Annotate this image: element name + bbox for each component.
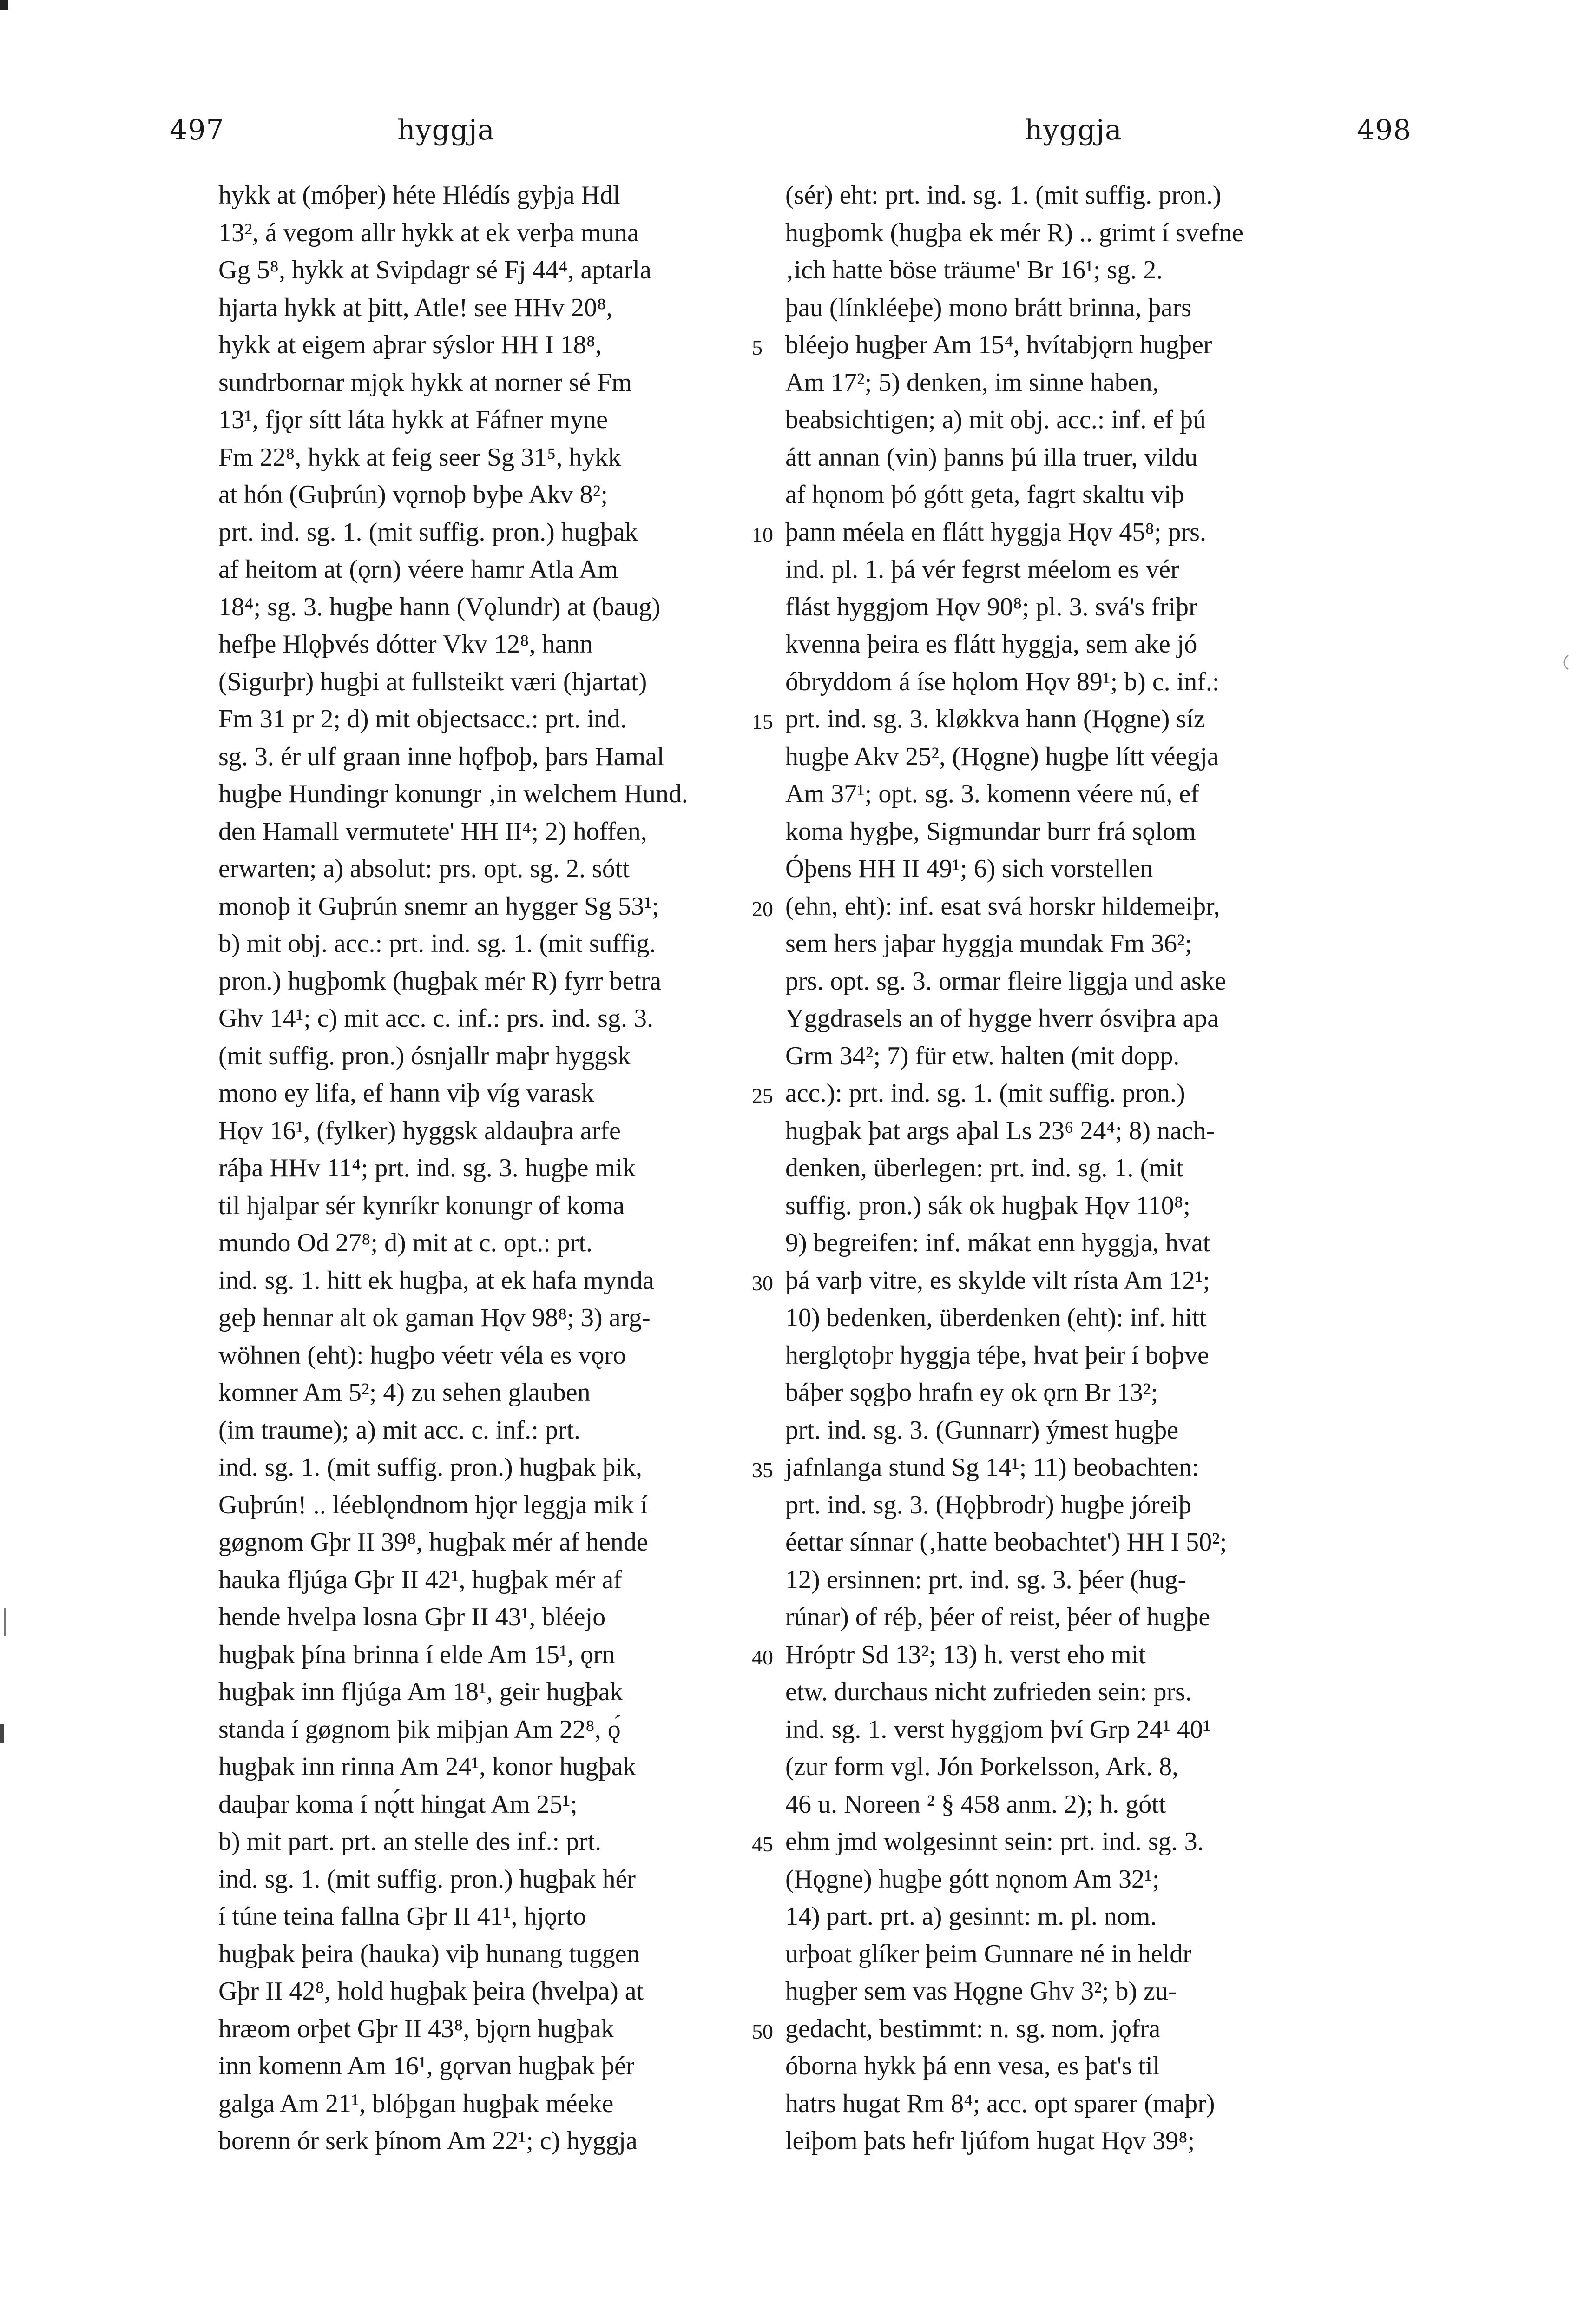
text-line: (im traume); a) mit acc. c. inf.: prt. bbox=[218, 1415, 581, 1445]
line-number: 25 bbox=[752, 1084, 773, 1108]
text-line: erwarten; a) absolut: prs. opt. sg. 2. sótt bbox=[218, 854, 630, 883]
text-line: hugþak þeira (hauka) viþ hunang tuggen bbox=[218, 1939, 640, 1968]
text-line: flást hyggjom Hǫv 90⁸; pl. 3. svá's friþr bbox=[785, 592, 1197, 621]
text-line: prs. opt. sg. 3. ormar fleire liggja und aske bbox=[785, 966, 1226, 996]
text-line: ind. pl. 1. þá vér fegrst méelom es vér bbox=[785, 555, 1179, 584]
text-line: prt. ind. sg. 3. (Hǫþbrodr) hugþe jóreiþ bbox=[785, 1490, 1192, 1519]
text-line: éettar sínnar (‚hatte beobachtet') HH I 50²; bbox=[785, 1528, 1227, 1557]
text-line: óborna hykk þá enn vesa, es þat's til bbox=[785, 2052, 1160, 2080]
text-line: (zur form vgl. Jón Þorkelsson, Ark. 8, bbox=[785, 1752, 1179, 1781]
text-line: ind. sg. 1. verst hyggjom því Grp 24¹ 40¹ bbox=[785, 1715, 1211, 1744]
text-line: hykk at eigem aþrar sýslor HH I 18⁸, bbox=[218, 330, 602, 359]
text-line: ind. sg. 1. hitt ek hugþa, at ek hafa mynda bbox=[218, 1266, 654, 1295]
text-line: gedacht, bestimmt: n. sg. nom. jǫfra bbox=[785, 2014, 1161, 2043]
text-line: bléejo hugþer Am 15⁴, hvítabjǫrn hugþer bbox=[785, 330, 1212, 359]
text-line: 13¹, fjǫr sítt láta hykk at Fáfner myne bbox=[218, 405, 608, 434]
text-line: herglǫtoþr hyggja téþe, hvat þeir í boþve bbox=[785, 1340, 1209, 1370]
text-line: inn komenn Am 16¹, gǫrvan hugþak þér bbox=[218, 2052, 635, 2080]
right-text-column bbox=[785, 177, 1359, 2160]
text-line: sg. 3. ér ulf graan inne hǫfþoþ, þars Hamal bbox=[218, 742, 664, 771]
text-line: b) mit obj. acc.: prt. ind. sg. 1. (mit suffig. bbox=[218, 929, 656, 958]
text-line: standa í gøgnom þik miþjan Am 22⁸, ǫ́ bbox=[218, 1715, 621, 1744]
text-line: ehm jmd wolgesinnt sein: prt. ind. sg. 3. bbox=[785, 1827, 1204, 1856]
text-line: óbryddom á íse hǫlom Hǫv 89¹; b) c. inf.: bbox=[785, 667, 1220, 696]
text-line: acc.): prt. ind. sg. 1. (mit suffig. pron.) bbox=[785, 1079, 1185, 1108]
text-line: mono ey lifa, ef hann viþ víg varask bbox=[218, 1079, 594, 1108]
text-line: ind. sg. 1. (mit suffig. pron.) hugþak hér bbox=[218, 1864, 636, 1894]
line-number: 15 bbox=[752, 710, 773, 733]
text-line: hræom orþet Gþr II 43⁸, bjǫrn hugþak bbox=[218, 2014, 614, 2043]
text-line: hugþe Akv 25², (Hǫgne) hugþe lítt véegja bbox=[785, 742, 1219, 771]
text-line: hugþer sem vas Hǫgne Ghv 3²; b) zu- bbox=[785, 1977, 1177, 2006]
text-line: leiþom þats hefr ljúfom hugat Hǫv 39⁸; bbox=[785, 2126, 1195, 2155]
text-line: Am 17²; 5) denken, im sinne haben, bbox=[785, 368, 1159, 397]
text-line: mundo Od 27⁸; d) mit at c. opt.: prt. bbox=[218, 1228, 592, 1257]
line-number: 35 bbox=[752, 1458, 773, 1482]
text-line: hugþe Hundingr konungr ‚in welchem Hund. bbox=[218, 779, 688, 808]
text-line: 10) bedenken, überdenken (eht): inf. hitt bbox=[785, 1303, 1207, 1332]
text-line: hugþak inn fljúga Am 18¹, geir hugþak bbox=[218, 1677, 623, 1706]
text-line: Grm 34²; 7) für etw. halten (mit dopp. bbox=[785, 1041, 1180, 1070]
text-line: af hǫnom þó gótt geta, fagrt skaltu viþ bbox=[785, 480, 1184, 509]
text-line: hugþak þína brinna í elde Am 15¹, ǫrn bbox=[218, 1640, 615, 1669]
text-line: dauþar koma í nǫ́tt hingat Am 25¹; bbox=[218, 1789, 578, 1819]
text-line: 12) ersinnen: prt. ind. sg. 3. þéer (hug- bbox=[785, 1565, 1187, 1594]
text-line: at hón (Guþrún) vǫrnoþ byþe Akv 8²; bbox=[218, 480, 608, 509]
text-line: þann méela en flátt hyggja Hǫv 45⁸; prs. bbox=[785, 517, 1206, 547]
text-line: 9) begreifen: inf. mákat enn hyggja, hvat bbox=[785, 1228, 1210, 1257]
right-page-number: 498 bbox=[1357, 114, 1412, 146]
text-line: hauka fljúga Gþr II 42¹, hugþak mér af bbox=[218, 1565, 622, 1594]
text-line: (ehn, eht): inf. esat svá horskr hildemeiþr, bbox=[785, 891, 1220, 921]
text-line: denken, überlegen: prt. ind. sg. 1. (mit bbox=[785, 1154, 1184, 1182]
text-line: prt. ind. sg. 3. kløkkva hann (Hǫgne) síz bbox=[785, 705, 1205, 733]
left-text-column bbox=[218, 177, 792, 2160]
text-line: hende hvelpa losna Gþr II 43¹, bléejo bbox=[218, 1603, 606, 1631]
text-line: til hjalpar sér kynríkr konungr of koma bbox=[218, 1191, 625, 1220]
text-line: Yggdrasels an of hygge hverr ósviþra apa bbox=[785, 1004, 1219, 1033]
text-line: Gþr II 42⁸, hold hugþak þeira (hvelpa) at bbox=[218, 1977, 644, 2006]
left-page-number: 497 bbox=[170, 114, 224, 146]
text-line: Hróptr Sd 13²; 13) h. verst eho mit bbox=[785, 1640, 1146, 1669]
line-number: 50 bbox=[752, 2019, 773, 2043]
text-line: ind. sg. 1. (mit suffig. pron.) hugþak þik, bbox=[218, 1453, 643, 1482]
text-line: b) mit part. prt. an stelle des inf.: prt. bbox=[218, 1827, 602, 1856]
text-line: Fm 31 pr 2; d) mit objectsacc.: prt. ind. bbox=[218, 705, 627, 733]
text-line: pron.) hugþomk (hugþak mér R) fyrr betra bbox=[218, 966, 662, 996]
text-line: Óþens HH II 49¹; 6) sich vorstellen bbox=[785, 854, 1153, 883]
text-line: ráþa HHv 11⁴; prt. ind. sg. 3. hugþe mik bbox=[218, 1154, 636, 1182]
text-line: af heitom at (ǫrn) véere hamr Atla Am bbox=[218, 555, 618, 584]
text-line: (mit suffig. pron.) ósnjallr maþr hyggsk bbox=[218, 1041, 631, 1070]
text-line: hykk at (móþer) héte Hlédís gyþja Hdl bbox=[218, 181, 620, 210]
text-line: beabsichtigen; a) mit obj. acc.: inf. ef þú bbox=[785, 405, 1206, 434]
text-line: Fm 22⁸, hykk at feig seer Sg 31⁵, hykk bbox=[218, 442, 621, 472]
line-number: 5 bbox=[752, 336, 763, 359]
line-number: 20 bbox=[752, 897, 773, 921]
line-number: 30 bbox=[752, 1271, 773, 1295]
text-line: Gg 5⁸, hykk at Svipdagr sé Fj 44⁴, aptarla bbox=[218, 256, 651, 284]
text-line: prt. ind. sg. 1. (mit suffig. pron.) hugþak bbox=[218, 517, 638, 547]
text-line: 13², á vegom allr hykk at ek verþa muna bbox=[218, 218, 639, 247]
text-line: gøgnom Gþr II 39⁸, hugþak mér af hende bbox=[218, 1528, 648, 1557]
text-line: Am 37¹; opt. sg. 3. komenn véere nú, ef bbox=[785, 779, 1199, 808]
text-line: hugþomk (hugþa ek mér R) .. grimt í svefne bbox=[785, 218, 1244, 247]
text-line: átt annan (vin) þanns þú illa truer, vildu bbox=[785, 442, 1198, 472]
text-line: jafnlanga stund Sg 14¹; 11) beobachten: bbox=[785, 1453, 1199, 1482]
text-line: wöhnen (eht): hugþo véetr véla es vǫro bbox=[218, 1340, 626, 1370]
text-line: hugþak inn rinna Am 24¹, konor hugþak bbox=[218, 1752, 636, 1781]
text-line: þau (línkléeþe) mono brátt brinna, þars bbox=[785, 293, 1191, 322]
text-line: den Hamall vermutete' HH II⁴; 2) hoffen, bbox=[218, 817, 647, 846]
text-line: í túne teina fallna Gþr II 41¹, hjǫrto bbox=[218, 1902, 586, 1931]
text-line: Hǫv 16¹, (fylker) hyggsk aldauþra arfe bbox=[218, 1116, 621, 1145]
text-line: hugþak þat args aþal Ls 23⁶ 24⁴; 8) nach- bbox=[785, 1116, 1215, 1145]
text-line: ‚ich hatte böse träume' Br 16¹; sg. 2. bbox=[785, 256, 1163, 284]
text-line: 18⁴; sg. 3. hugþe hann (Vǫlundr) at (baug) bbox=[218, 592, 661, 621]
text-line: prt. ind. sg. 3. (Gunnarr) ýmest hugþe bbox=[785, 1415, 1179, 1445]
text-line: suffig. pron.) sák ok hugþak Hǫv 110⁸; bbox=[785, 1191, 1190, 1220]
text-line: rúnar) of réþ, þéer of reist, þéer of hugþe bbox=[785, 1603, 1210, 1631]
text-line: hjarta hykk at þitt, Atle! see HHv 20⁸, bbox=[218, 293, 613, 322]
text-line: Guþrún! .. léeblǫndnom hjǫr leggja mik í bbox=[218, 1490, 648, 1519]
text-line: etw. durchaus nicht zufrieden sein: prs. bbox=[785, 1677, 1192, 1706]
text-line: hatrs hugat Rm 8⁴; acc. opt sparer (maþr) bbox=[785, 2089, 1215, 2118]
text-line: urþoat glíker þeim Gunnare né in heldr bbox=[785, 1939, 1191, 1968]
page-header bbox=[0, 114, 1578, 165]
text-line: (Hǫgne) hugþe gótt nǫnom Am 32¹; bbox=[785, 1864, 1160, 1894]
text-line: sundrbornar mjǫk hykk at norner sé Fm bbox=[218, 368, 632, 397]
text-line: 14) part. prt. a) gesinnt: m. pl. nom. bbox=[785, 1902, 1157, 1931]
line-number: 10 bbox=[752, 522, 773, 547]
text-line: geþ hennar alt ok gaman Hǫv 98⁸; 3) arg- bbox=[218, 1303, 651, 1332]
text-line: monoþ it Guþrún snemr an hygger Sg 53¹; bbox=[218, 891, 659, 921]
text-line: borenn ór serk þínom Am 22¹; c) hyggja bbox=[218, 2126, 638, 2155]
line-number: 40 bbox=[752, 1645, 773, 1669]
text-line: 46 u. Noreen ² § 458 anm. 2); h. gótt bbox=[785, 1789, 1166, 1819]
text-line: Ghv 14¹; c) mit acc. c. inf.: prs. ind. sg. 3. bbox=[218, 1004, 653, 1033]
text-line: sem hers jaþar hyggja mundak Fm 36²; bbox=[785, 929, 1192, 958]
right-running-headword: hyggja bbox=[1025, 114, 1122, 146]
text-line: (sér) eht: prt. ind. sg. 1. (mit suffig. pron.) bbox=[785, 181, 1222, 210]
text-line: kvenna þeira es flátt hyggja, sem ake jó bbox=[785, 630, 1197, 659]
text-line: galga Am 21¹, blóþgan hugþak méeke bbox=[218, 2089, 614, 2118]
text-line: komner Am 5²; 4) zu sehen glauben bbox=[218, 1378, 591, 1407]
left-running-headword: hyggja bbox=[397, 114, 495, 146]
line-number: 45 bbox=[752, 1832, 773, 1856]
text-line: báþer sǫgþo hrafn ey ok ǫrn Br 13²; bbox=[785, 1378, 1158, 1407]
text-line: hefþe Hlǫþvés dótter Vkv 12⁸, hann bbox=[218, 630, 593, 659]
text-line: (Sigurþr) hugþi at fullsteikt væri (hjartat) bbox=[218, 667, 647, 696]
text-line: koma hygþe, Sigmundar burr frá sǫlom bbox=[785, 817, 1196, 846]
text-line: þá varþ vitre, es skylde vilt rísta Am 12¹; bbox=[785, 1266, 1210, 1295]
